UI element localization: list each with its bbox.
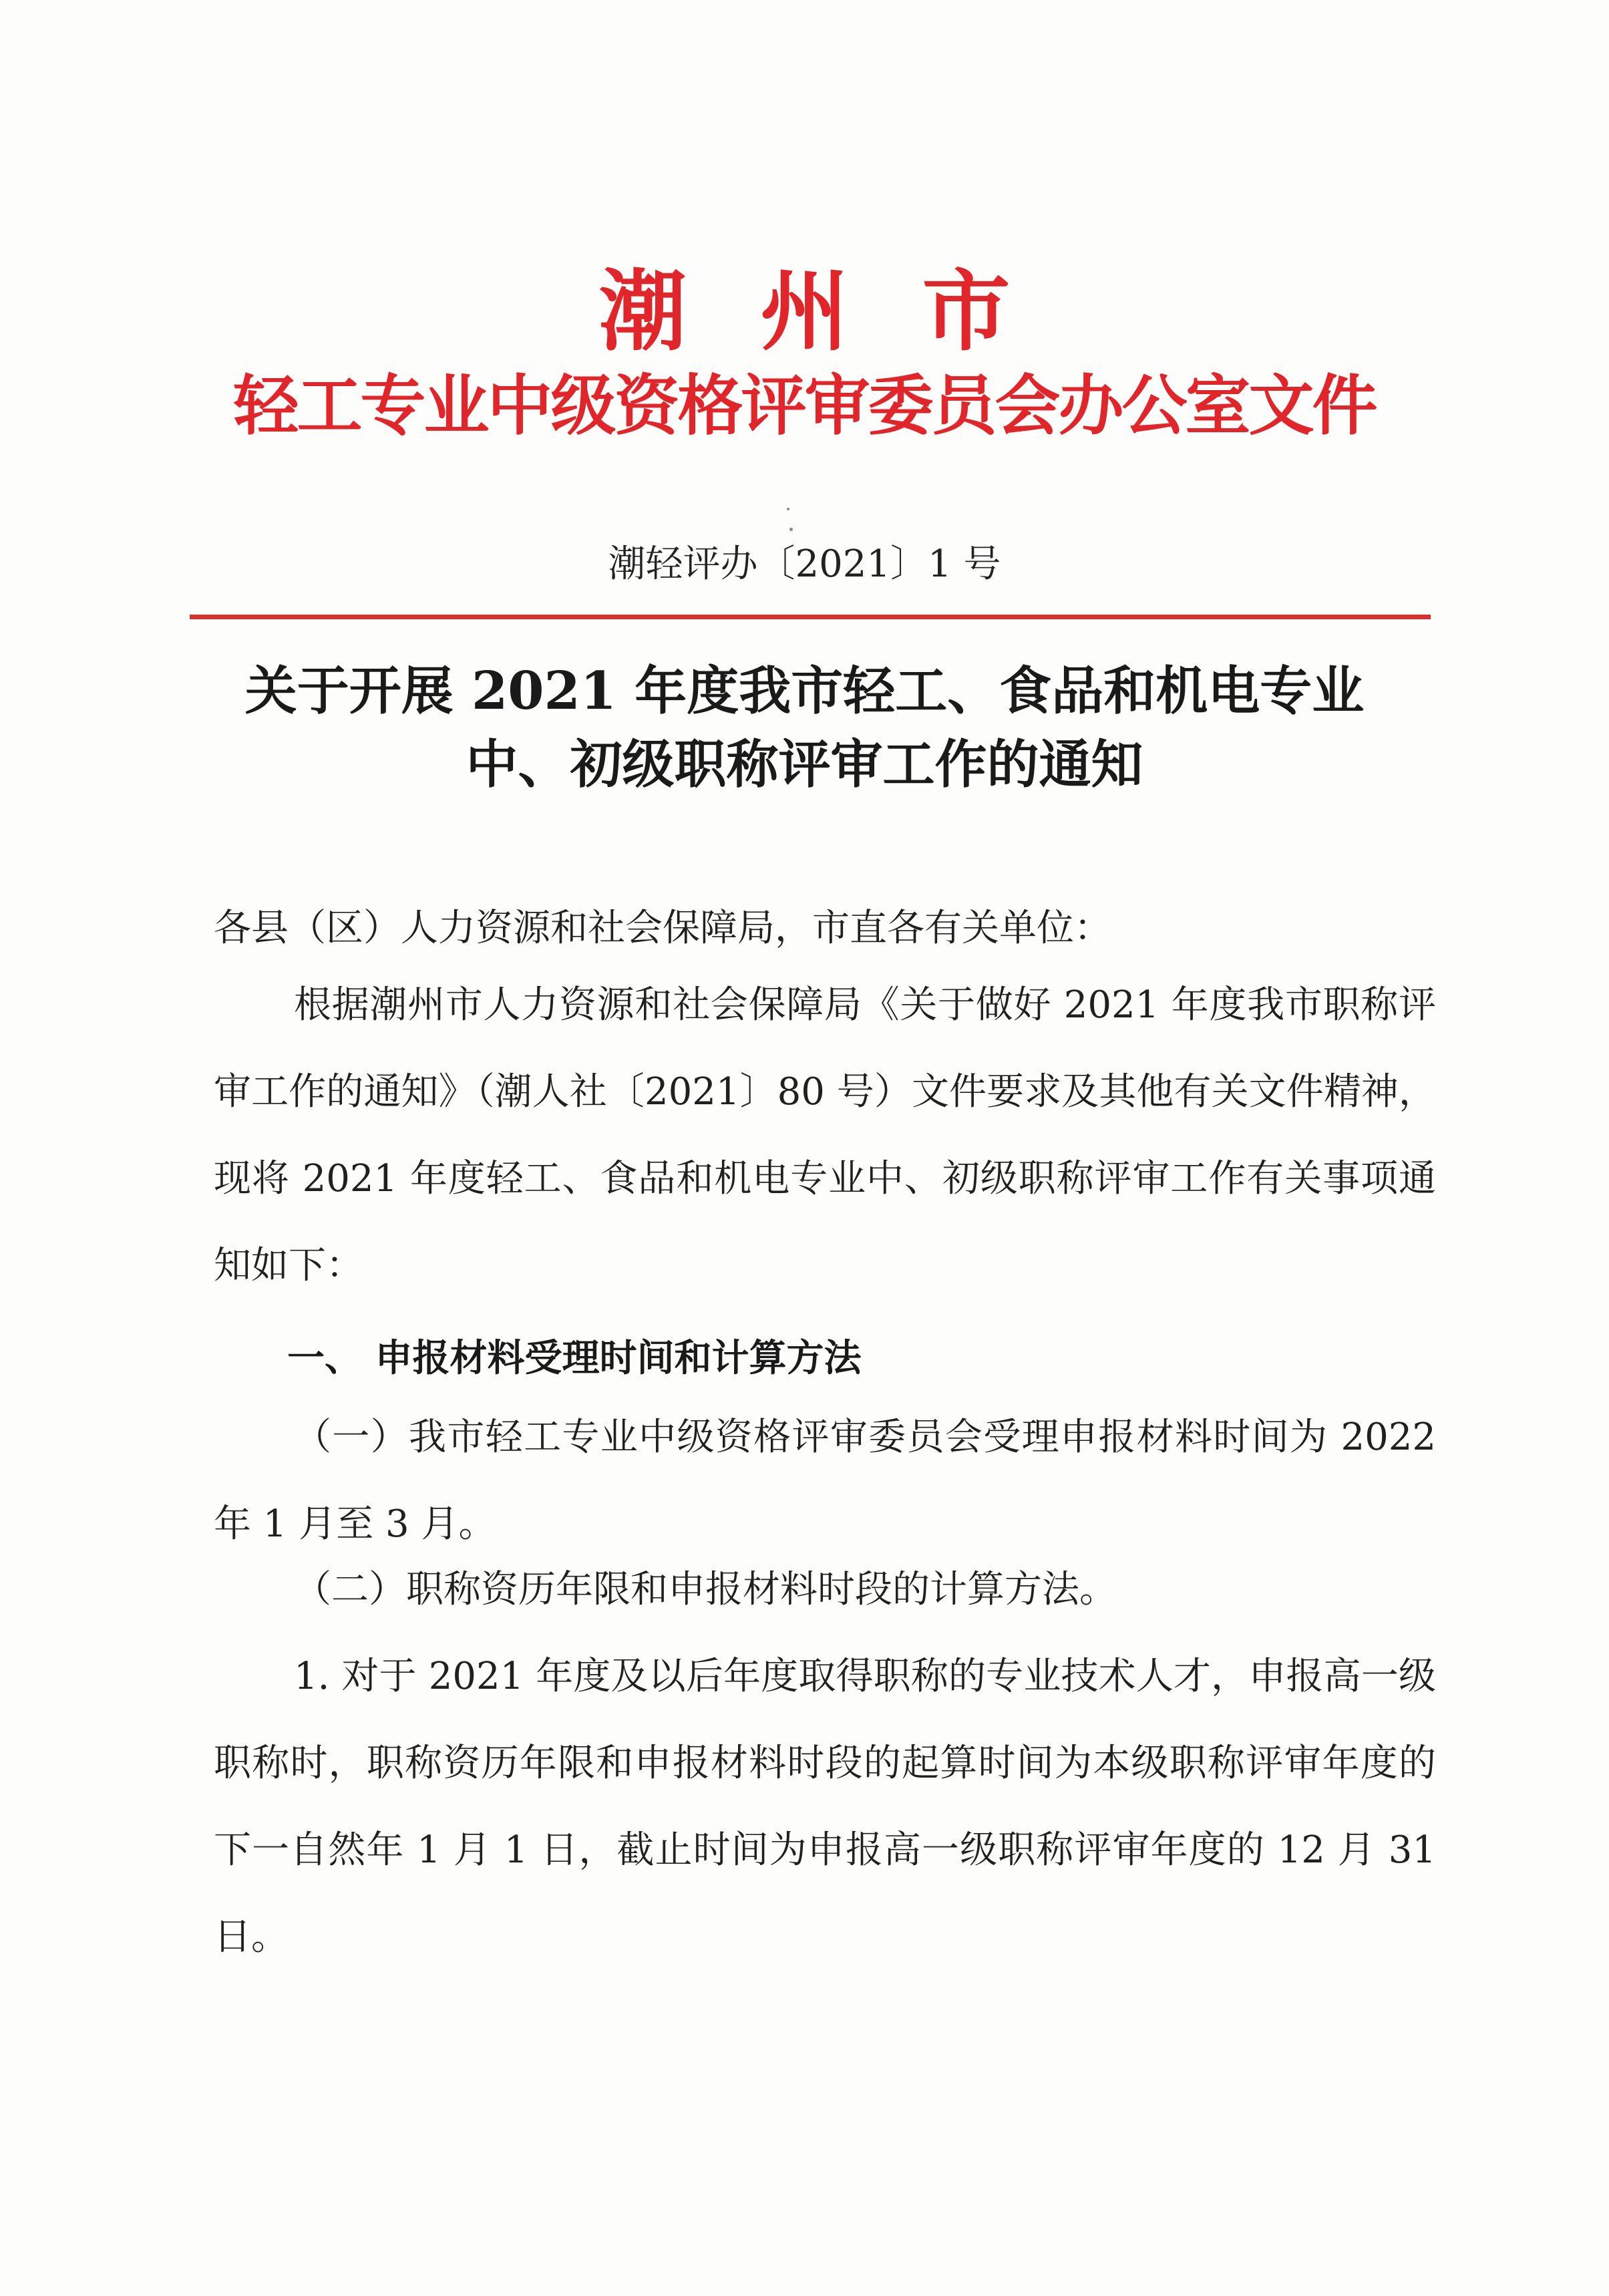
intro-paragraph: 根据潮州市人力资源和社会保障局《关于做好 2021 年度我市职称评审工作的通知》（潮人社〔2021〕80 号）文件要求及其他有关文件精神，现将 2021 年度轻工、食品和机电专业中、初级职称评审工作有关事项通知如下： bbox=[214, 983, 1436, 1287]
section-1-item-1: （一）我市轻工专业中级资格评审委员会受理申报材料时间为 2022 年 1 月至 3 月。 bbox=[214, 1416, 1436, 1546]
issuer-city: 潮州市 bbox=[598, 261, 1084, 363]
notice-title bbox=[0, 655, 1609, 802]
title-line-2: 中、初级职称评审工作的通知 bbox=[466, 734, 1143, 795]
addressee: 各县（区）人力资源和社会保障局，市直各有关单位： bbox=[214, 907, 1111, 950]
issuer-office: 轻工专业中级资格评审委员会办公室文件 bbox=[233, 368, 1376, 444]
scan-speck bbox=[789, 528, 793, 531]
scan-speck bbox=[787, 508, 789, 510]
document-number: 潮轻评办〔2021〕1 号 bbox=[608, 542, 1001, 586]
section-1-item-2: （二）职称资历年限和申报材料时段的计算方法。 bbox=[294, 1568, 1117, 1611]
red-divider bbox=[190, 615, 1431, 619]
section-1-heading: 一、 申报材料受理时间和计算方法 bbox=[287, 1336, 862, 1380]
title-line-1: 关于开展 2021 年度我市轻工、食品和机电专业 bbox=[244, 661, 1365, 721]
section-1-item-3: 1. 对于 2021 年度及以后年度取得职称的专业技术人才，申报高一级职称时，职称资历年限和申报材料时段的起算时间为本级职称评审年度的下一自然年 1 月 1 日，截止时间为申报高一级职称评审年度的 12 月 31 日。 bbox=[214, 1655, 1436, 1959]
